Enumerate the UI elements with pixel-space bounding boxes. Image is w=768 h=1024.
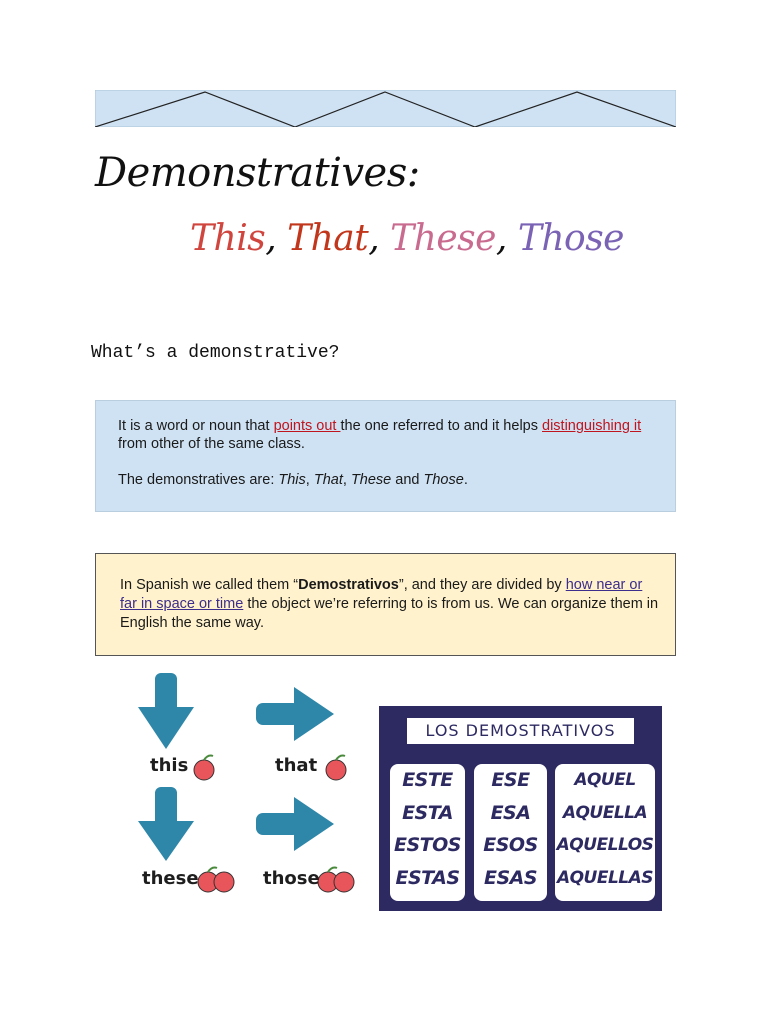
- text-span: the object we’re referring to is from us. We can organize them in English the same way.: [120, 596, 659, 631]
- label-those: those: [263, 868, 320, 889]
- text-span: It is a word or noun that: [118, 418, 274, 434]
- column-ese: [474, 764, 547, 901]
- definition-paragraph: [118, 417, 658, 453]
- distinguishing-link[interactable]: distinguishing it: [542, 418, 642, 434]
- text-span: and: [391, 472, 424, 488]
- apple-icon: [194, 756, 214, 781]
- word-cell: AQUEL: [574, 770, 636, 790]
- word-these: These: [350, 472, 392, 488]
- subtitle-separator: ,: [265, 218, 277, 259]
- subtitle-that: That: [287, 218, 369, 259]
- demostrativos-term: Demostrativos: [298, 577, 399, 593]
- text-span: ”, and they are divided by: [398, 577, 566, 593]
- word-cell: ESTOS: [394, 834, 461, 856]
- section-question: What’s a demonstrative?: [91, 343, 340, 363]
- word-cell: AQUELLA: [562, 802, 648, 823]
- zigzag-banner: [95, 90, 676, 127]
- subtitle: [190, 218, 624, 259]
- apple-icon: [326, 756, 346, 781]
- word-cell: ESOS: [483, 834, 538, 856]
- word-cell: ESA: [490, 801, 531, 824]
- label-these: these: [142, 868, 199, 889]
- column-este: [390, 764, 465, 901]
- page-title: Demonstratives:: [95, 150, 420, 196]
- column-aquel: [555, 764, 655, 901]
- subtitle-this: This: [190, 218, 266, 259]
- near-far-link[interactable]: how near or far in space or time: [120, 577, 643, 612]
- word-cell: ESTA: [402, 801, 453, 824]
- subtitle-separator: ,: [495, 218, 507, 259]
- panel-heading: LOS DEMOSTRATIVOS: [407, 718, 634, 744]
- word-that: That: [313, 472, 343, 488]
- points-out-link[interactable]: points out: [273, 418, 341, 434]
- subtitle-those: Those: [517, 218, 624, 259]
- apples-icon: [318, 868, 354, 893]
- word-cell: AQUELLAS: [556, 867, 654, 888]
- text-span: .: [463, 472, 468, 488]
- right-arrow-icon: [256, 797, 334, 851]
- word-cell: ESTE: [402, 769, 453, 791]
- definition-box: [95, 400, 676, 512]
- demostrativos-panel: [379, 706, 662, 911]
- text-span: ,: [342, 472, 351, 488]
- word-cell: ESAS: [483, 866, 538, 889]
- demonstratives-list: [118, 471, 468, 489]
- label-this: this: [150, 755, 189, 776]
- apples-icon: [198, 868, 234, 893]
- text-span: ,: [305, 472, 314, 488]
- word-cell: AQUELLOS: [556, 835, 654, 855]
- text-span: the one referred to and it helps: [340, 418, 543, 434]
- text-span: from other of the same class.: [118, 436, 305, 452]
- word-cell: ESTAS: [395, 866, 460, 889]
- text-span: In Spanish we called them “: [120, 577, 299, 593]
- subtitle-these: These: [390, 218, 496, 259]
- subtitle-separator: ,: [368, 218, 380, 259]
- right-arrow-icon: [256, 687, 334, 741]
- down-arrow-icon: [138, 787, 194, 861]
- word-this: This: [278, 472, 306, 488]
- spanish-note-paragraph: [120, 576, 660, 633]
- arrows-illustration: [120, 665, 370, 905]
- label-that: that: [275, 755, 318, 776]
- word-cell: ESE: [491, 769, 530, 791]
- spanish-note-box: [95, 553, 676, 656]
- down-arrow-icon: [138, 673, 194, 749]
- text-span: The demonstratives are:: [118, 472, 279, 488]
- word-those: Those: [423, 472, 464, 488]
